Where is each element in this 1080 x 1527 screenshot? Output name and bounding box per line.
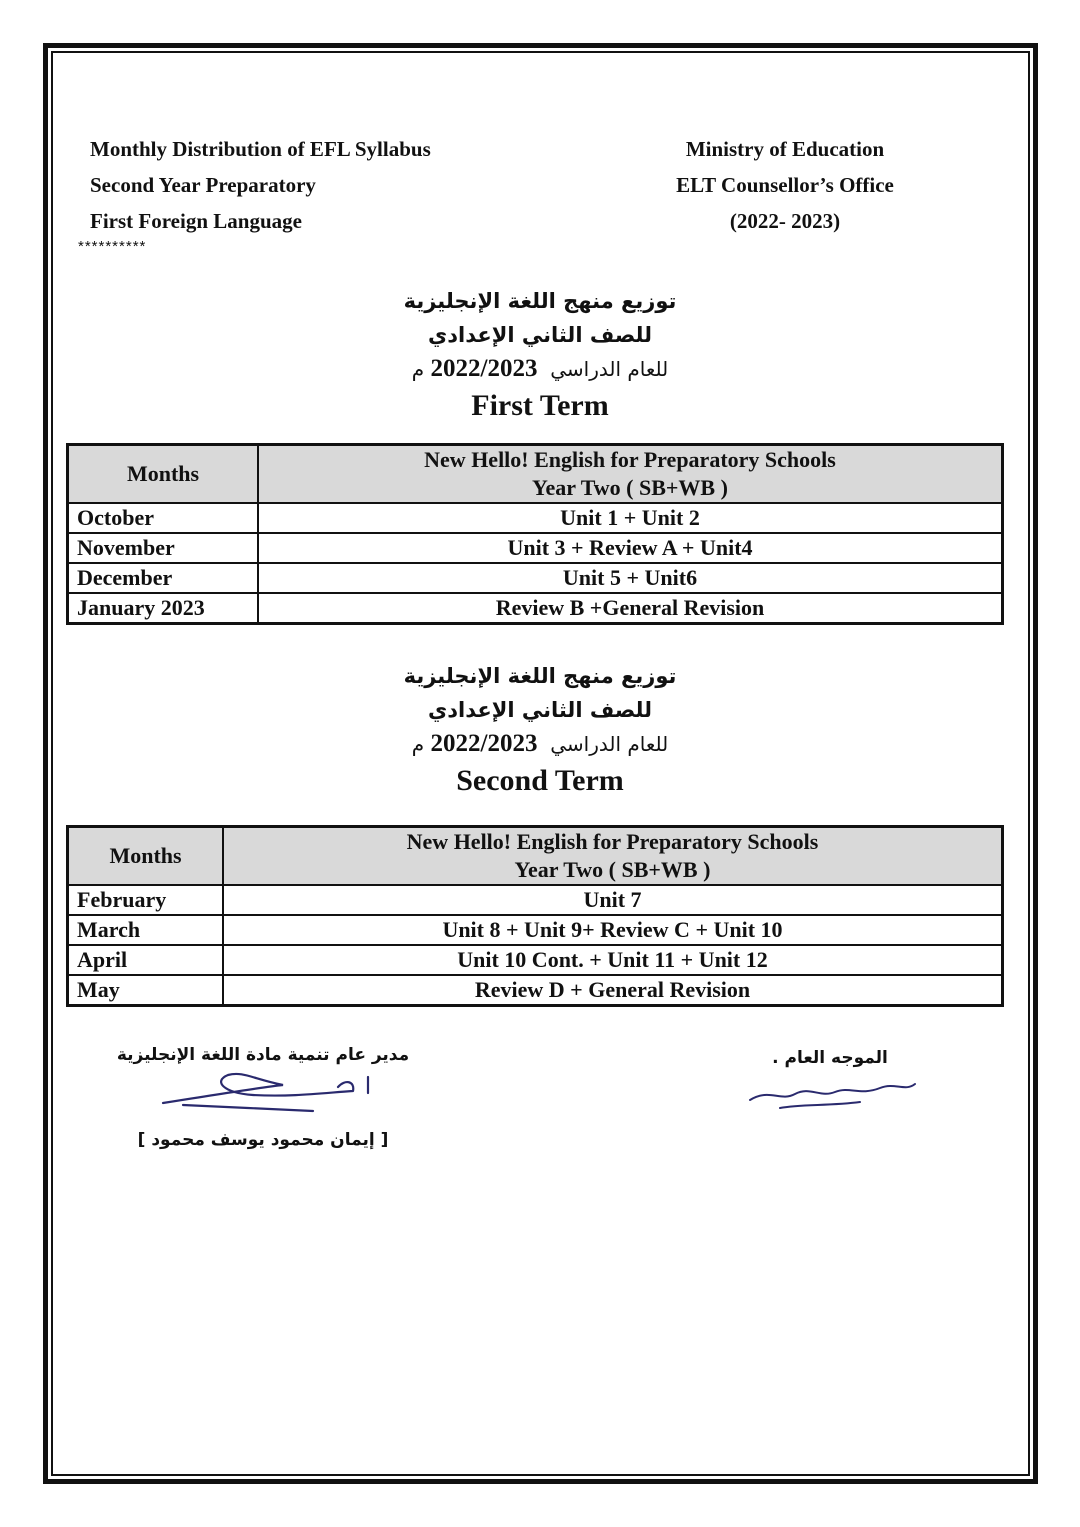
- months-header: Months: [68, 827, 224, 886]
- separator: **********: [78, 238, 147, 255]
- month-cell: December: [68, 563, 259, 593]
- signatory-name: [ إيمان محمود يوسف محمود ]: [137, 1130, 389, 1150]
- arabic-suffix: م: [411, 732, 425, 756]
- month-cell: May: [68, 975, 224, 1006]
- year: 2022/2023: [430, 355, 538, 382]
- content-cell: Unit 8 + Unit 9+ Review C + Unit 10: [223, 915, 1003, 945]
- academic-year: (2022- 2023): [729, 209, 841, 233]
- month-cell: January 2023: [68, 593, 259, 624]
- second-term-table: [66, 825, 1004, 1007]
- arabic-year-line: [340, 352, 740, 386]
- content-cell: Review B +General Revision: [258, 593, 1003, 624]
- language-label: First Foreign Language: [90, 209, 302, 233]
- arabic-suffix: م: [411, 357, 425, 381]
- month-cell: March: [68, 915, 224, 945]
- content-cell: Review D + General Revision: [223, 975, 1003, 1006]
- table-row: [68, 533, 1003, 563]
- signature-block-left: [98, 1045, 428, 1150]
- handwritten-signature-icon: [133, 1065, 393, 1125]
- course-name: New Hello! English for Preparatory Schools: [406, 829, 819, 854]
- month-cell: February: [68, 885, 224, 915]
- table-row: [68, 915, 1003, 945]
- document-header-left: [90, 131, 431, 239]
- course-level: Year Two ( SB+WB ): [514, 857, 711, 882]
- table-header-row: [68, 827, 1003, 886]
- table-row: [68, 885, 1003, 915]
- table-header-row: [68, 445, 1003, 504]
- content-cell: Unit 3 + Review A + Unit4: [258, 533, 1003, 563]
- first-term-table: [66, 443, 1004, 625]
- content-cell: Unit 5 + Unit6: [258, 563, 1003, 593]
- signatory-title: الموجه العام .: [772, 1048, 888, 1068]
- months-header: Months: [68, 445, 259, 504]
- content-cell: Unit 10 Cont. + Unit 11 + Unit 12: [223, 945, 1003, 975]
- first-term-title-block: [340, 284, 740, 426]
- handwritten-signature-icon: [740, 1068, 930, 1113]
- term-title: First Term: [471, 389, 609, 422]
- office-label: ELT Counsellor’s Office: [676, 173, 894, 197]
- month-cell: April: [68, 945, 224, 975]
- content-header: [223, 827, 1003, 886]
- course-name: New Hello! English for Preparatory Schools: [424, 447, 836, 472]
- signatory-title: مدير عام تنمية مادة اللغة الإنجليزية: [116, 1045, 410, 1065]
- arabic-year-label: للعام الدراسي: [550, 357, 669, 381]
- table-row: [68, 503, 1003, 533]
- content-cell: Unit 7: [223, 885, 1003, 915]
- table-row: [68, 563, 1003, 593]
- grade-label: Second Year Preparatory: [90, 173, 316, 197]
- year: 2022/2023: [430, 730, 538, 757]
- table-row: [68, 975, 1003, 1006]
- course-level: Year Two ( SB+WB ): [532, 475, 728, 500]
- arabic-title: توزيع منهج اللغة الإنجليزية: [403, 664, 677, 688]
- ministry-label: Ministry of Education: [685, 137, 885, 161]
- document-header-right: [650, 131, 920, 239]
- arabic-grade: للصف الثاني الإعدادي: [428, 323, 652, 347]
- term-title: Second Term: [456, 764, 624, 797]
- syllabus-title: Monthly Distribution of EFL Syllabus: [90, 137, 431, 161]
- arabic-grade: للصف الثاني الإعدادي: [428, 698, 652, 722]
- table-row: [68, 945, 1003, 975]
- content-header: [258, 445, 1003, 504]
- arabic-year-line: [340, 727, 740, 761]
- second-term-title-block: [340, 659, 740, 801]
- arabic-year-label: للعام الدراسي: [550, 732, 669, 756]
- arabic-title: توزيع منهج اللغة الإنجليزية: [403, 289, 677, 313]
- signature-block-right: [740, 1048, 920, 1118]
- month-cell: October: [68, 503, 259, 533]
- month-cell: November: [68, 533, 259, 563]
- content-cell: Unit 1 + Unit 2: [258, 503, 1003, 533]
- table-row: [68, 593, 1003, 624]
